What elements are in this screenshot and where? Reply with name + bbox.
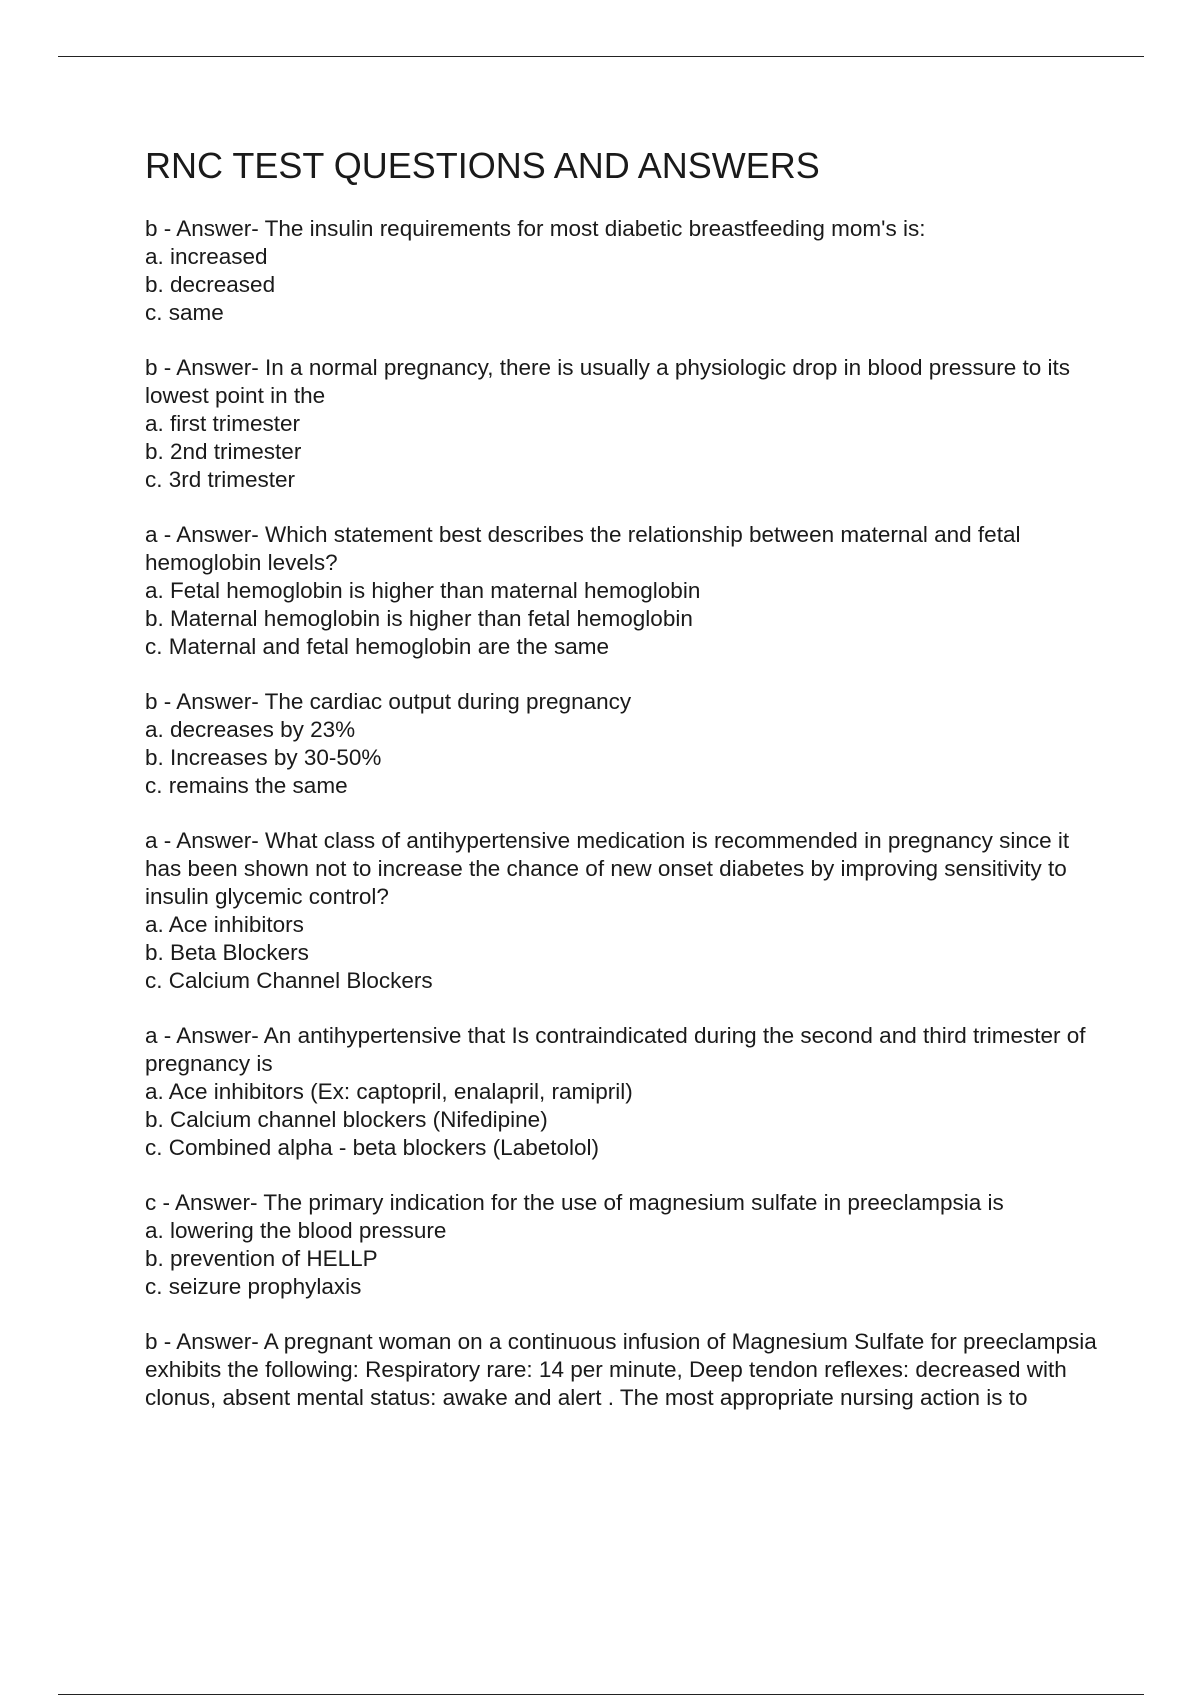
answer-option: b. prevention of HELLP <box>145 1246 378 1271</box>
answer-option: b. decreased <box>145 272 276 297</box>
question-text: a - Answer- Which statement best describes the relationship between maternal and fetal hemoglobin levels? <box>145 522 1021 575</box>
answer-option: a. Ace inhibitors <box>145 912 304 937</box>
answer-option: c. same <box>145 300 224 325</box>
question-text: b - Answer- In a normal pregnancy, there is usually a physiologic drop in blood pressure to its lowest point in the <box>145 355 1071 408</box>
answer-option: c. Combined alpha - beta blockers (Labetolol) <box>145 1135 599 1160</box>
question-text: b - Answer- A pregnant woman on a continuous infusion of Magnesium Sulfate for preeclampsia exhibits the following: Respiratory rare: 14 per minute, Deep tendon reflexes: decreased with clonus, absent mental status: awake and alert . The most appropriate nursing action is to <box>145 1329 1097 1410</box>
answer-option: c. 3rd trimester <box>145 467 296 492</box>
answer-option: a. decreases by 23% <box>145 717 356 742</box>
question-text: b - Answer- The cardiac output during pregnancy <box>145 689 632 714</box>
answer-option: a. increased <box>145 244 268 269</box>
answer-option: b. 2nd trimester <box>145 439 302 464</box>
question-item <box>145 1189 1105 1301</box>
answer-option: a. first trimester <box>145 411 301 436</box>
question-item <box>145 521 1105 661</box>
answer-option: a. lowering the blood pressure <box>145 1218 447 1243</box>
answer-option: c. Maternal and fetal hemoglobin are the same <box>145 634 610 659</box>
page-title: RNC TEST QUESTIONS AND ANSWERS <box>145 145 820 186</box>
question-item <box>145 688 1105 800</box>
question-item <box>145 1022 1105 1162</box>
question-item <box>145 215 1105 327</box>
answer-option: b. Maternal hemoglobin is higher than fetal hemoglobin <box>145 606 693 631</box>
question-text: a - Answer- An antihypertensive that Is contraindicated during the second and third trimester of pregnancy is <box>145 1023 1086 1076</box>
answer-option: c. Calcium Channel Blockers <box>145 968 433 993</box>
question-text: a - Answer- What class of antihypertensive medication is recommended in pregnancy since it has been shown not to increase the chance of new onset diabetes by improving sensitivity to insulin glycemic control? <box>145 828 1070 909</box>
answer-option: a. Fetal hemoglobin is higher than maternal hemoglobin <box>145 578 701 603</box>
header-rule <box>58 56 1144 57</box>
answer-option: a. Ace inhibitors (Ex: captopril, enalapril, ramipril) <box>145 1079 633 1104</box>
question-text: b - Answer- The insulin requirements for most diabetic breastfeeding mom's is: <box>145 216 926 241</box>
footer-rule <box>58 1694 1144 1695</box>
question-list <box>145 215 1105 1439</box>
question-item <box>145 827 1105 995</box>
answer-option: b. Increases by 30-50% <box>145 745 382 770</box>
answer-option: b. Calcium channel blockers (Nifedipine) <box>145 1107 548 1132</box>
question-item <box>145 1328 1105 1412</box>
answer-option: c. remains the same <box>145 773 348 798</box>
question-text: c - Answer- The primary indication for the use of magnesium sulfate in preeclampsia is <box>145 1190 1004 1215</box>
answer-option: c. seizure prophylaxis <box>145 1274 362 1299</box>
answer-option: b. Beta Blockers <box>145 940 309 965</box>
question-item <box>145 354 1105 494</box>
